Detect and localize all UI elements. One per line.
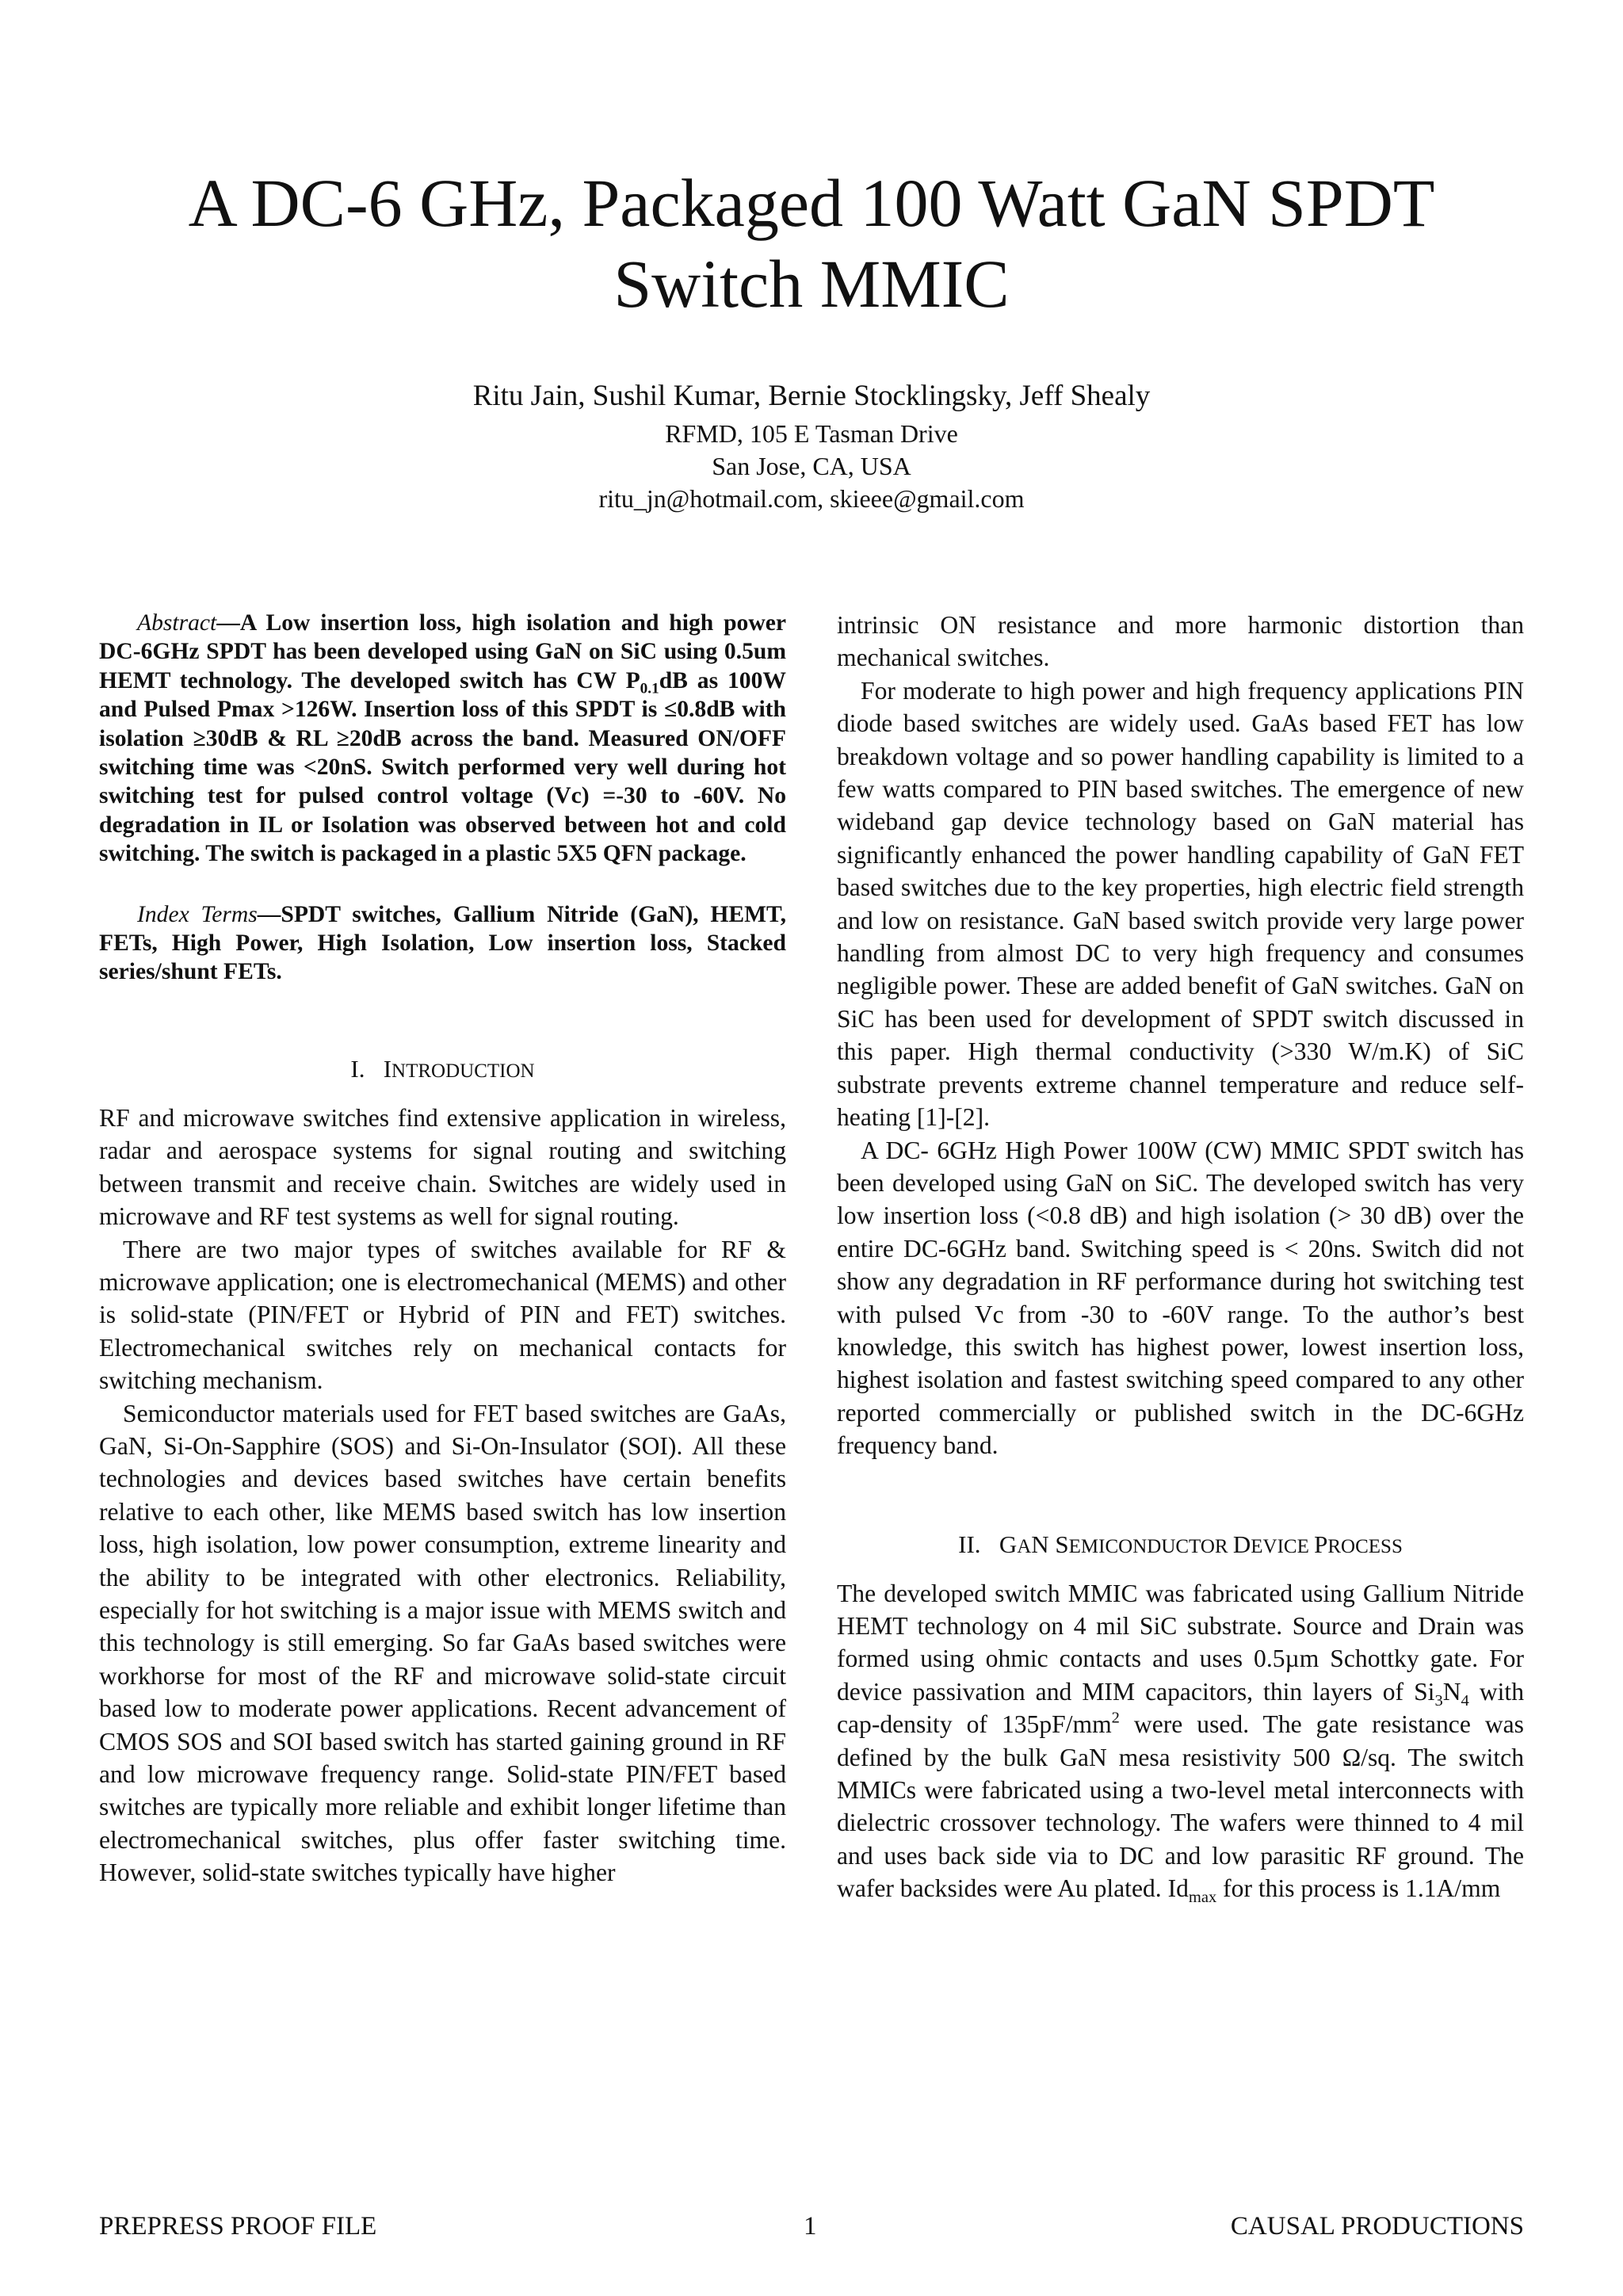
process-paragraph: The developed switch MMIC was fabricated using Gallium Nitride HEMT technology on 4 mil SiC substrate. Source and Drain was formed using ohmic contacts and uses 0.5µm Schottky gate. For device passivation and MIM capacitors, thin layers of $Si_3N_4$ with cap-density of $135pF/mm^2$ were used. The gate resistance was defined by the bulk GaN mesa resistivity 500 Ω/sq. The switch MMICs were fabricated using a two-level metal interconnects with dielectric crossover technology. The wafers were thinned to 4 mil and uses back side via to DC and low parasitic RF ground. The wafer backsides were Au plated. $Id_{max}$ for this process is 1.1A/mm (837, 1579, 1525, 1907)
right-column (837, 609, 1524, 1905)
affiliation (0, 418, 1623, 515)
intro-paragraph: There are two major types of switches available for RF & microwave application; one is electromechanical (MEMS) and other is solid-state (PIN/FET or Hybrid of PIN and FET) switches. Electromechanical switches rely on mechanical contacts for switching mechanism. (99, 1235, 786, 1395)
abstract: Abstract—A Low insertion loss, high isolation and high power DC-6GHz SPDT has been developed using GaN on SiC using 0.5um HEMT technology. The developed switch has CW $P_{0.1}dB$ as 100W and Pulsed Pmax >126W. Insertion loss of this SPDT is ≤0.8dB with isolation ≥30dB & RL ≥20dB across the band. Measured ON/OFF switching time was <20nS. Switch performed very well during hot switching test for pulsed control voltage (Vc) =-30 to -60V. No degradation in IL or Isolation was observed between hot and cold switching. The switch is packaged in a plastic 5X5 QFN package. (99, 610, 786, 867)
title-line-1: A DC-6 GHz, Packaged 100 Watt GaN SPDT (188, 165, 1435, 241)
authors: Ritu Jain, Sushil Kumar, Bernie Stocklingsky, Jeff Shealy (472, 380, 1151, 412)
footer-right: CAUSAL PRODUCTIONS (1230, 2212, 1524, 2241)
page-number: 1 (804, 2212, 817, 2241)
index-terms: Index Terms—SPDT switches, Gallium Nitride (GaN), HEMT, FETs, High Power, High Isolation, Low insertion loss, Stacked series/shunt FETs. (99, 901, 786, 985)
affiliation-emails: ritu_jn@hotmail.com, skieee@gmail.com (598, 484, 1025, 513)
left-column (99, 609, 786, 1889)
affiliation-city: San Jose, CA, USA (712, 452, 911, 480)
footer-left: PREPRESS PROOF FILE (99, 2212, 377, 2241)
paper-title (0, 162, 1623, 324)
section-heading-process: II. GAN SEMICONDUCTOR DEVICE PROCESS (958, 1530, 1403, 1558)
intro-paragraph-continued: intrinsic ON resistance and more harmonic distortion than mechanical switches. (837, 611, 1524, 672)
intro-paragraph: A DC- 6GHz High Power 100W (CW) MMIC SPDT switch has been developed using GaN on SiC. The developed switch has very low insertion loss (<0.8 dB) and high isolation (> 30 dB) over the entire DC-6GHz band. Switching speed is < 20ns. Switch did not show any degradation in RF performance during hot switching test with pulsed Vc from -30 to -60V range. To the author’s best knowledge, this switch has highest power, lowest insertion loss, highest isolation and fastest switching speed compared to any other reported commercially or published switch in the DC-6GHz frequency band. (837, 1136, 1524, 1460)
affiliation-org: RFMD, 105 E Tasman Drive (665, 419, 958, 448)
intro-paragraph: Semiconductor materials used for FET based switches are GaAs, GaN, Si-On-Sapphire (SOS) and Si-On-Insulator (SOI). All these technologies and devices based switches have certain benefits relative to each other, like MEMS based switch has low insertion loss, high isolation, low power consumption, extreme linearity and the ability to be integrated with other electronics. Reliability, especially for hot switching is a major issue with MEMS switch and this technology is still emerging. So far GaAs based switches were workhorse for most of the RF and microwave solid-state circuit based low to moderate power applications. Recent advancement of CMOS SOS and SOI based switch has started gaining ground in RF and low microwave frequency range. Solid-state PIN/FET based switches are typically more reliable and exhibit longer lifetime than electromechanical switches, plus offer faster switching time. However, solid-state switches typically have higher (99, 1399, 786, 1887)
abstract-label: Abstract (137, 610, 217, 636)
intro-paragraph: For moderate to high power and high frequency applications PIN diode based switches are widely used. GaAs based FET has low breakdown voltage and so power handling capability is limited to a few watts compared to PIN based switches. The emergence of new wideband gap device technology based on GaN material has significantly enhanced the power handling capability of GaN FET based switches due to the key properties, high electric field strength and low on resistance. GaN based switch provide very large power handling from almost DC to very high frequency and consumes negligible power. These are added benefit of GaN switches. GaN on SiC has been used for development of SPDT switch discussed in this paper. High thermal conductivity (>330 W/m.K) of SiC substrate prevents extreme channel temperature and reduce self-heating [1]-[2]. (837, 676, 1524, 1132)
title-line-2: Switch MMIC (613, 246, 1010, 322)
index-terms-label: Index Terms (137, 901, 258, 927)
section-heading-introduction: I. INTRODUCTION (350, 1054, 535, 1083)
intro-paragraph: RF and microwave switches find extensive application in wireless, radar and aerospace systems for signal routing and switching between transmit and receive chain. Switches are widely used in microwave and RF test systems as well for signal routing. (99, 1103, 786, 1231)
